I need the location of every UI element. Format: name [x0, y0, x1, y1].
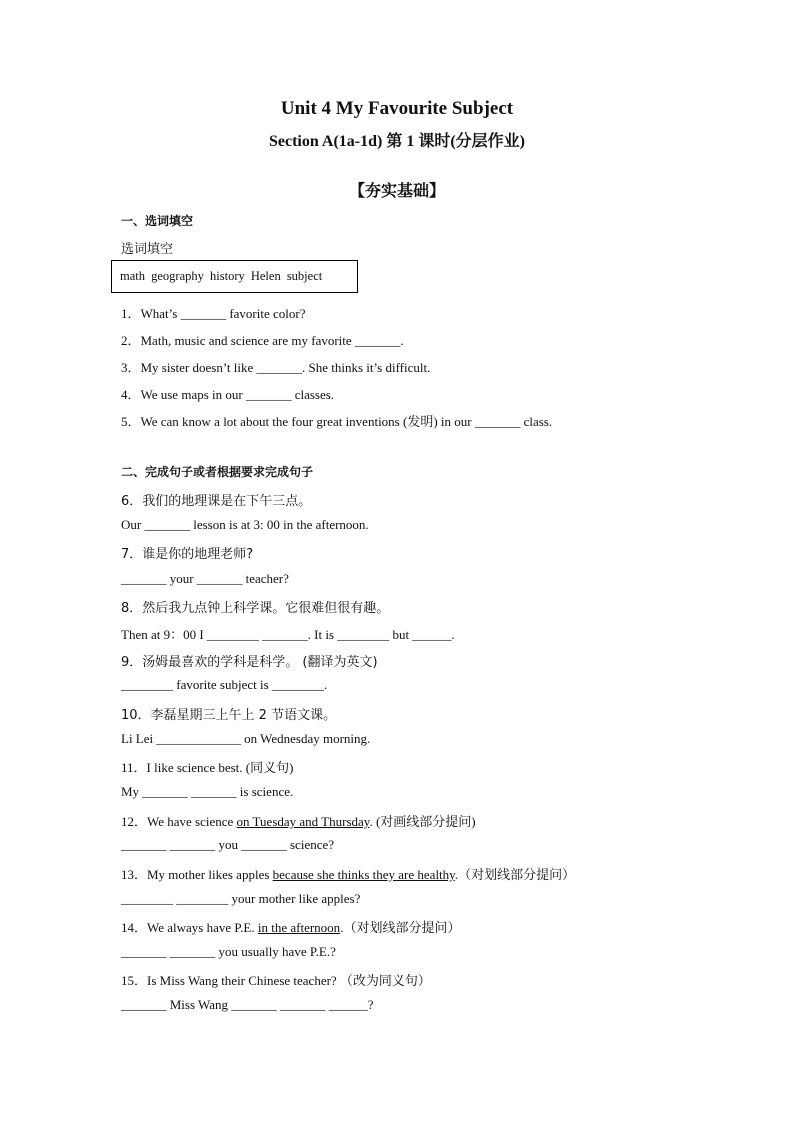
question-15: 15．Is Miss Wang their Chinese teacher? （改为同义句）: [121, 973, 431, 988]
part1-heading: 一、选词填空: [121, 214, 194, 228]
question-6-answer-line: Our _______ lesson is at 3: 00 in the afternoon.: [121, 517, 369, 532]
question-14: [121, 917, 460, 936]
question-6-chinese: 6．我们的地理课是在下午三点。: [121, 494, 312, 509]
question-12-answer-line: _______ _______ you _______ science?: [121, 837, 335, 852]
question-13-instruction: .（对划线部分提问）: [454, 867, 576, 882]
section-heading: 【夯实基础】: [348, 181, 445, 200]
question-14-answer-line: _______ _______ you usually have P.E.?: [121, 944, 336, 959]
question-11: 11．I like science best. (同义句): [121, 760, 294, 775]
question-13-answer-line: ________ ________ your mother like apples?: [121, 891, 361, 906]
question-7-chinese: 7．谁是你的地理老师?: [121, 547, 254, 562]
question-10-chinese: 10．李磊星期三上午上 2 节语文课。: [121, 708, 337, 723]
question-14-instruction: .（对划线部分提问）: [340, 920, 461, 935]
word-bank-box: math geography history Helen subject: [111, 260, 358, 293]
question-9-answer-line: ________ favorite subject is ________.: [121, 677, 328, 692]
question-12-underlined-text: on Tuesday and Thursday: [236, 814, 370, 829]
question-8-chinese: 8．然后我九点钟上科学课。它很难但很有趣。: [121, 601, 390, 616]
question-12-instruction: . (对画线部分提问): [369, 814, 476, 829]
worksheet-subtitle: Section A(1a-1d) 第 1 课时(分层作业): [269, 133, 525, 150]
question-13-text: 13．My mother likes apples: [121, 867, 273, 882]
question-12-text: 12．We have science: [121, 814, 237, 829]
question-10-answer-line: Li Lei _____________ on Wednesday morning.: [121, 731, 371, 746]
question-3: 3．My sister doesn’t like _______. She thinks it’s difficult.: [121, 360, 431, 375]
question-8-answer-line: Then at 9：00 I ________ _______. It is ________ but ______.: [121, 627, 455, 642]
question-2: 2．Math, music and science are my favorite _______.: [121, 333, 404, 348]
question-9-chinese: 9．汤姆最喜欢的学科是科学。 (翻译为英文): [121, 655, 378, 670]
question-5: 5．We can know a lot about the four great inventions (发明) in our _______ class.: [121, 414, 553, 429]
part1-label: 选词填空: [121, 242, 174, 257]
part2-heading: 二、完成句子或者根据要求完成句子: [121, 465, 314, 479]
question-13: [121, 864, 575, 883]
question-12: [121, 811, 476, 830]
question-14-text: 14．We always have P.E.: [121, 920, 258, 935]
question-1: 1．What’s _______ favorite color?: [121, 306, 306, 321]
question-14-underlined-text: in the afternoon: [257, 920, 341, 935]
question-11-answer-line: My _______ _______ is science.: [121, 784, 294, 799]
question-4: 4．We use maps in our _______ classes.: [121, 387, 335, 402]
question-13-underlined-text: because she thinks they are healthy: [272, 867, 455, 882]
worksheet-title: Unit 4 My Favourite Subject: [280, 98, 514, 119]
question-7-answer-line: _______ your _______ teacher?: [121, 571, 289, 586]
question-15-answer-line: _______ Miss Wang _______ _______ ______?: [121, 997, 374, 1012]
